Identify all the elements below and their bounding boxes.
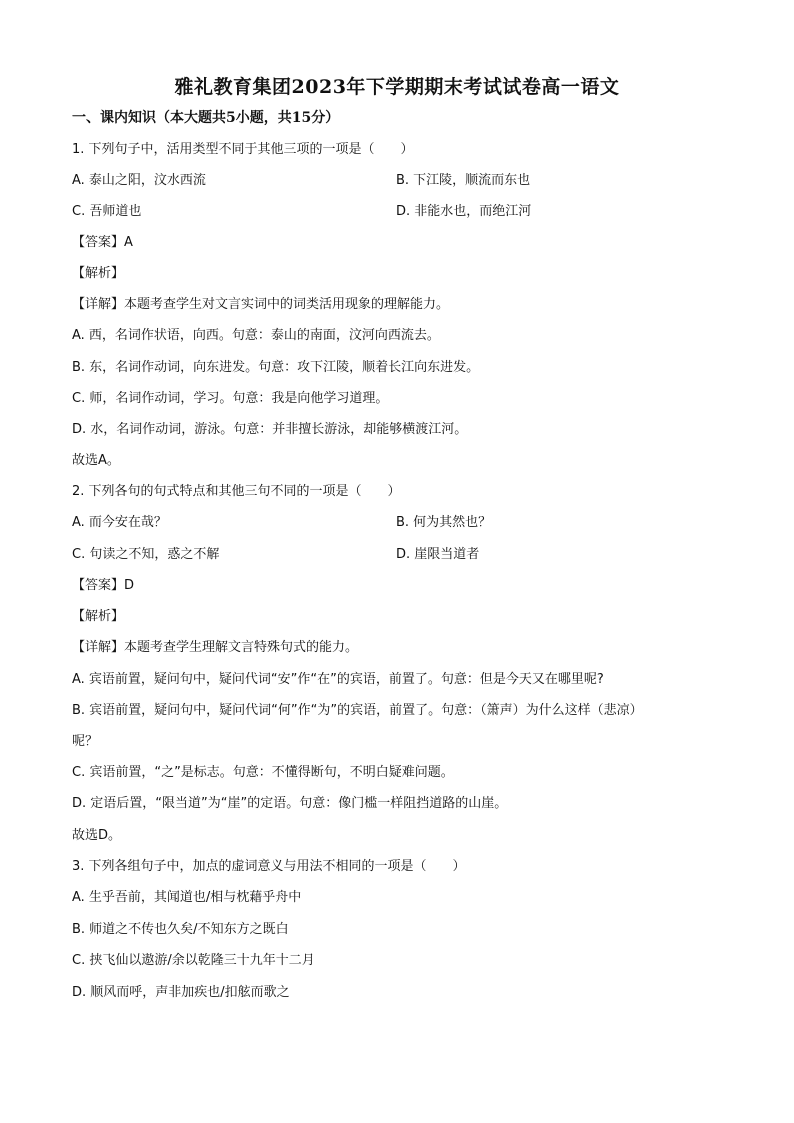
q2-explain-d: D. 定语后置，“限当道”为“崖”的定语。句意：像门槛一样阻挡道路的山崖。 [72,796,508,811]
q2-answer: 【答案】D [72,578,135,593]
q2-detail: 【详解】本题考查学生理解文言特殊句式的能力。 [72,640,359,655]
q3-option-d: D. 顺风而呼，声非加疾也/扣舷而歌之 [72,985,290,1000]
q2-explain-b: B. 宾语前置，疑问句中，疑问代词“何”作“为”的宾语，前置了。句意：（箫声）为什么这样（悲凉） [72,703,643,718]
q2-choose: 故选D。 [72,828,122,843]
q2-analysis-label: 【解析】 [72,609,125,624]
q2-option-d: D. 崖限当道者 [396,547,480,562]
q2-stem: 2. 下列各句的句式特点和其他三句不同的一项是（ ） [72,484,401,499]
q1-option-a: A. 泰山之阳，汶水西流 [72,173,206,188]
q1-stem: 1. 下列句子中，活用类型不同于其他三项的一项是（ ） [72,142,414,157]
q1-detail: 【详解】本题考查学生对文言实词中的词类活用现象的理解能力。 [72,297,450,312]
q2-explain-a: A. 宾语前置，疑问句中，疑问代词“安”作“在”的宾语，前置了。句意：但是今天又在哪里呢? [72,672,604,687]
q2-option-a: A. 而今安在哉？ [72,515,167,530]
q1-explain-a: A. 西，名词作状语，向西。句意：泰山的南面，汶河向西流去。 [72,328,440,343]
q1-option-d: D. 非能水也，而绝江河 [396,204,532,219]
q2-explain-b-cont: 呢？ [72,734,99,749]
q1-choose: 故选A。 [72,453,120,468]
section-heading: 一、课内知识（本大题共5小题，共15分） [72,110,340,126]
q1-explain-c: C. 师，名词作动词，学习。句意：我是向他学习道理。 [72,391,389,406]
q3-stem: 3. 下列各组句子中，加点的虚词意义与用法不相同的一项是（ ） [72,859,466,874]
q3-option-c: C. 挟飞仙以遨游/余以乾隆三十九年十二月 [72,953,315,968]
q2-explain-c: C. 宾语前置，“之”是标志。句意：不懂得断句，不明白疑难问题。 [72,765,454,780]
q1-option-c: C. 吾师道也 [72,204,142,219]
q1-answer: 【答案】A [72,235,133,250]
q2-option-b: B. 何为其然也？ [396,515,492,530]
q1-explain-d: D. 水，名词作动词，游泳。句意：并非擅长游泳，却能够横渡江河。 [72,422,468,437]
q1-explain-b: B. 东，名词作动词，向东进发。句意：攻下江陵，顺着长江向东进发。 [72,360,480,375]
q2-option-c: C. 句读之不知，惑之不解 [72,547,220,562]
q3-option-a: A. 生乎吾前，其闻道也/相与枕藉乎舟中 [72,890,302,905]
q1-option-b: B. 下江陵，顺流而东也 [396,173,531,188]
q1-analysis-label: 【解析】 [72,266,125,281]
q3-option-b: B. 师道之不传也久矣/不知东方之既白 [72,922,289,937]
page-title: 雅礼教育集团2023年下学期期末考试试卷高一语文 [174,76,620,98]
